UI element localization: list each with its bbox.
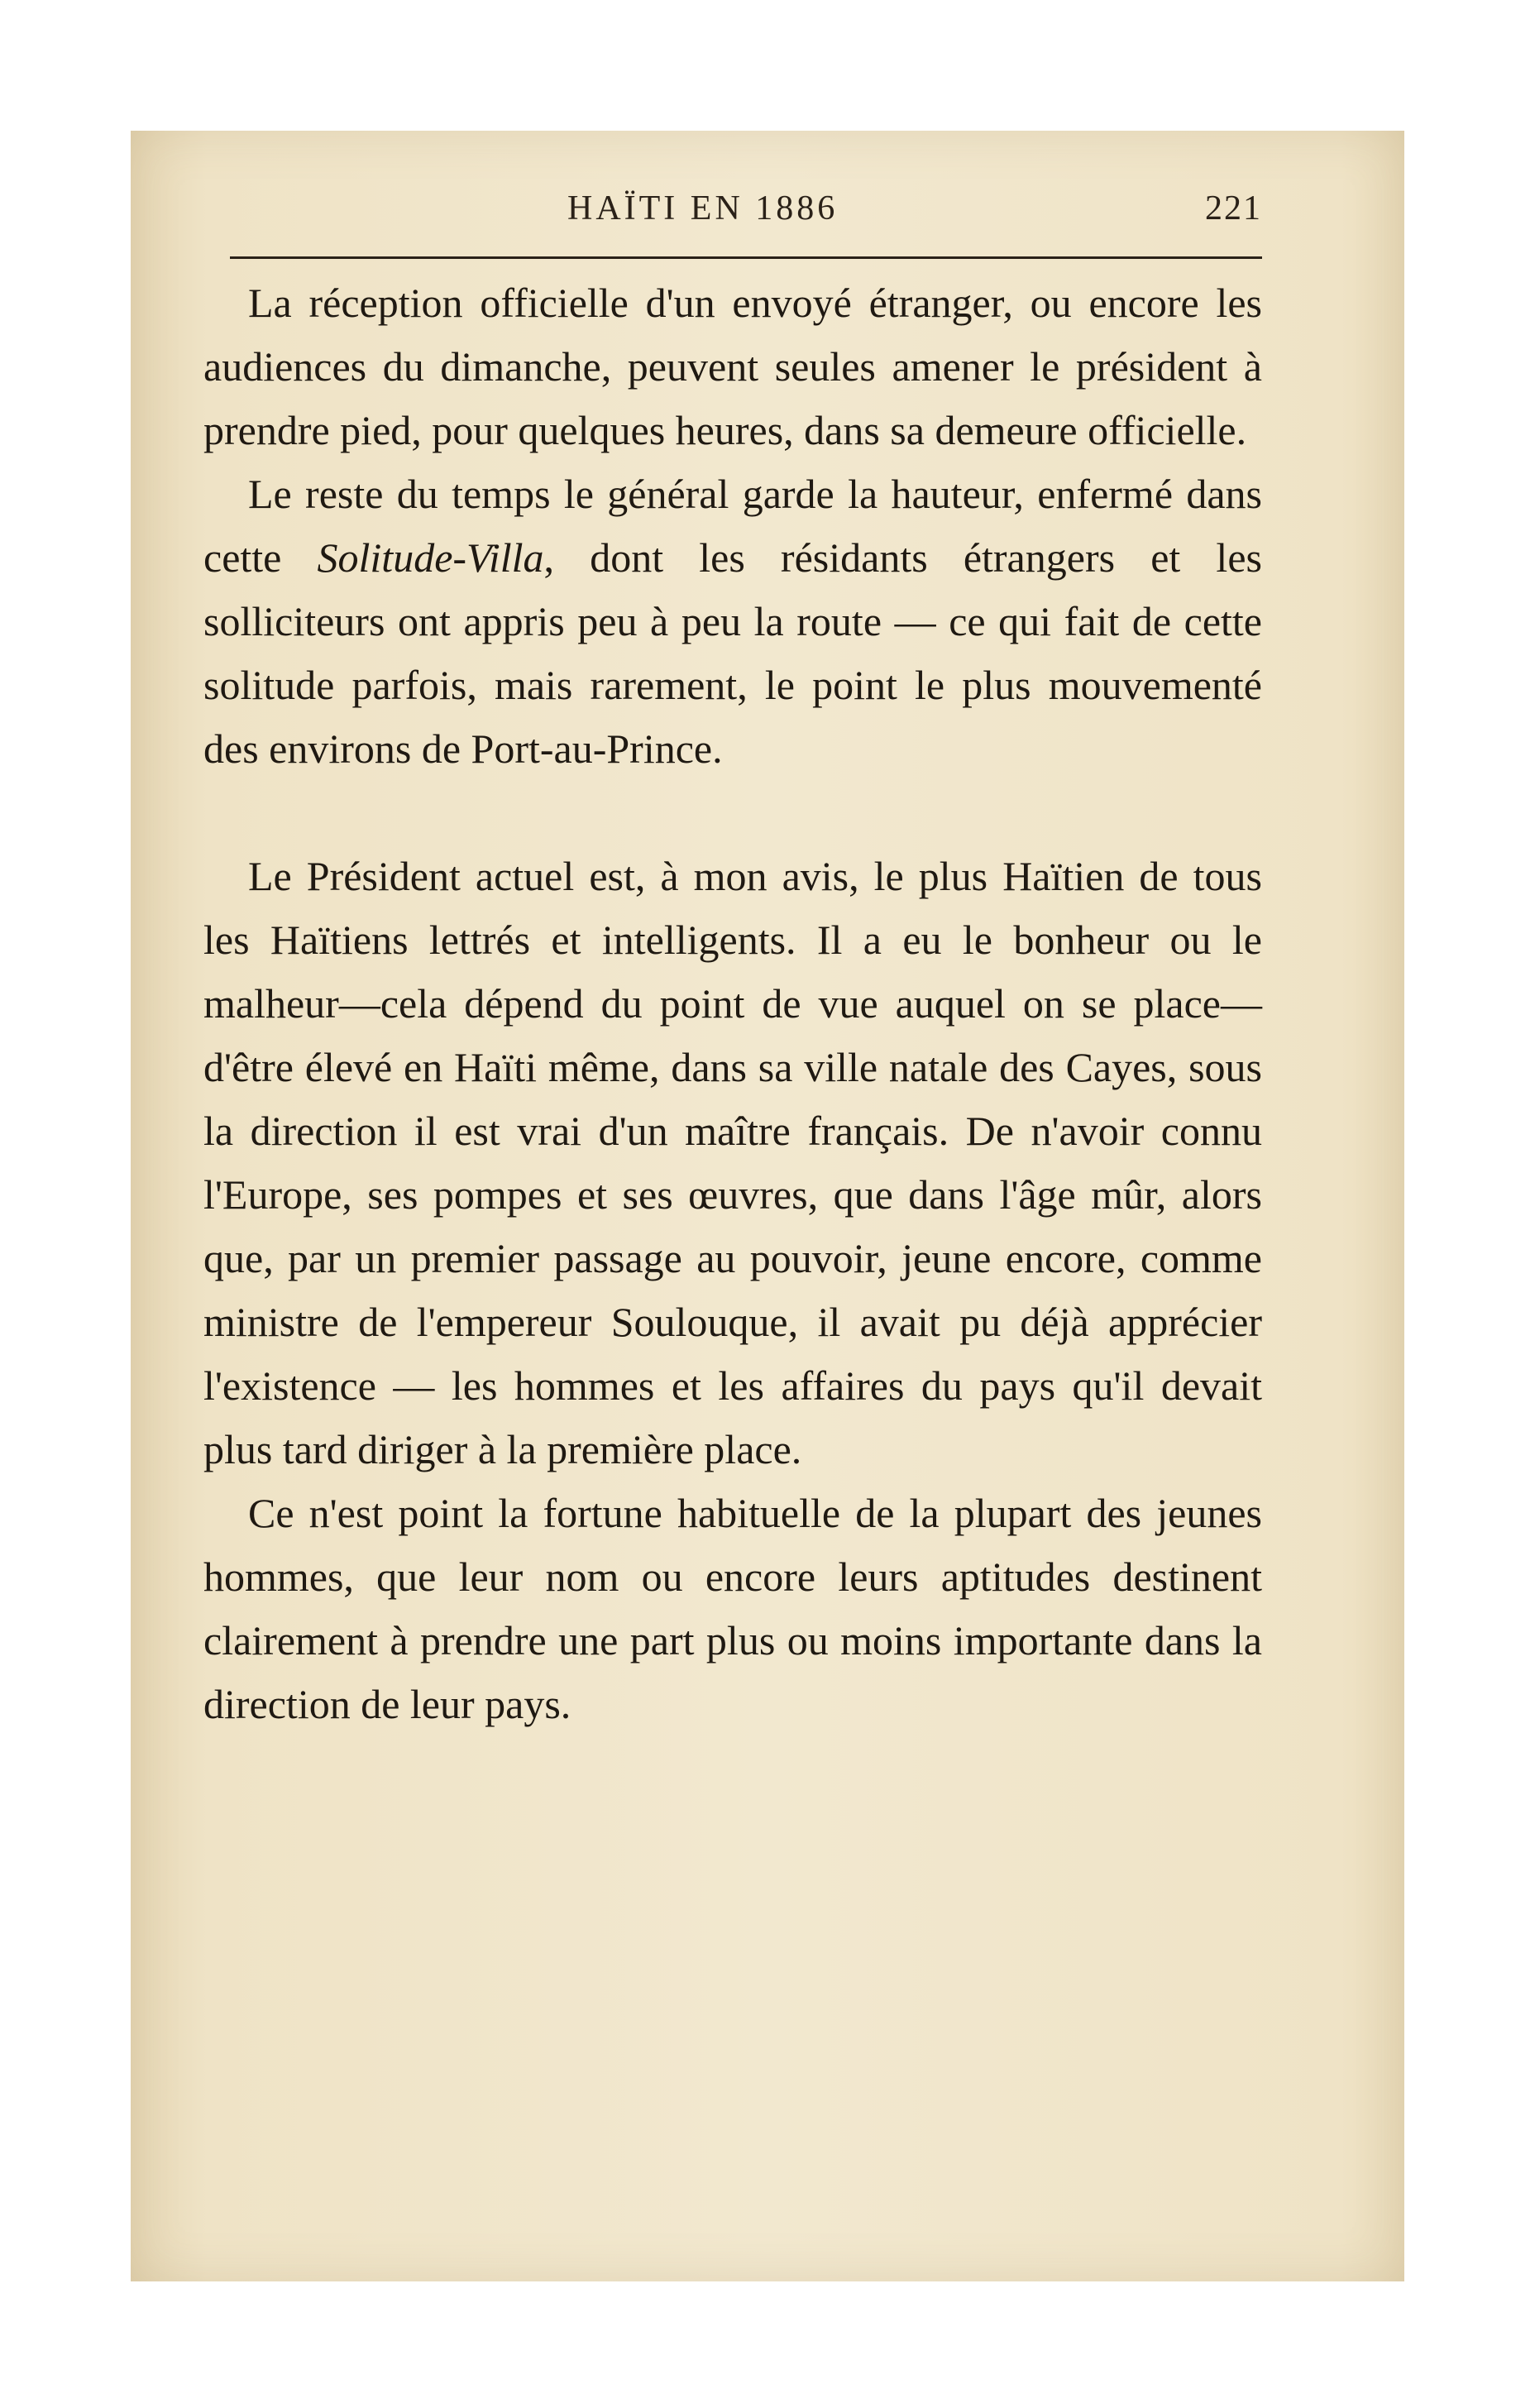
body-text bbox=[203, 271, 1262, 1736]
paragraph-1: La réception officielle d'un envoyé étranger, ou encore les audiences du dimanche, peuvent seules amener le président à prendre pied, pour quelques heures, dans sa demeure officielle. bbox=[203, 280, 1262, 453]
running-head bbox=[203, 189, 1262, 238]
paragraph-2-start: Le reste du temps le général garde la hauteur, enfermé dans cette bbox=[203, 471, 1262, 581]
paragraph-4: Ce n'est point la fortune habituelle de la plupart des jeunes hommes, que leur nom ou encore leurs aptitudes destinent clairement à prendre une part plus ou moins importante dans la direction de leur pays. bbox=[203, 1490, 1262, 1727]
paragraph-2-end: , dont les résidants étrangers et les solliciteurs ont appris peu à peu la route — ce qui fait de cette solitude parfois, mais rarement, le point le plus mouvementé des environs de Port-au-Prince. bbox=[203, 534, 1262, 772]
running-head-title: HAÏTI EN 1886 bbox=[567, 189, 839, 227]
paragraph-2 bbox=[203, 462, 1262, 781]
header-rule bbox=[230, 256, 1262, 259]
paragraph-3: Le Président actuel est, à mon avis, le plus Haïtien de tous les Haïtiens lettrés et intelligents. Il a eu le bonheur ou le malheur—cela dépend du point de vue auquel on se place—d'être élevé en Haïti même, dans sa ville natale des Cayes, sous la direction il est vrai d'un maître français. De n'avoir connu l'Europe, ses pompes et ses œuvres, que dans l'âge mûr, alors que, par un premier passage au pouvoir, jeune encore, comme ministre de l'empereur Soulouque, il avait pu déjà apprécier l'existence — les hommes et les affaires du pays qu'il devait plus tard diriger à la première place. bbox=[203, 853, 1262, 1472]
page-number: 221 bbox=[1205, 189, 1262, 227]
section-gap bbox=[203, 781, 1262, 845]
book-page bbox=[131, 131, 1404, 2281]
paragraph-2-italic: Solitude-Villa bbox=[317, 534, 544, 581]
